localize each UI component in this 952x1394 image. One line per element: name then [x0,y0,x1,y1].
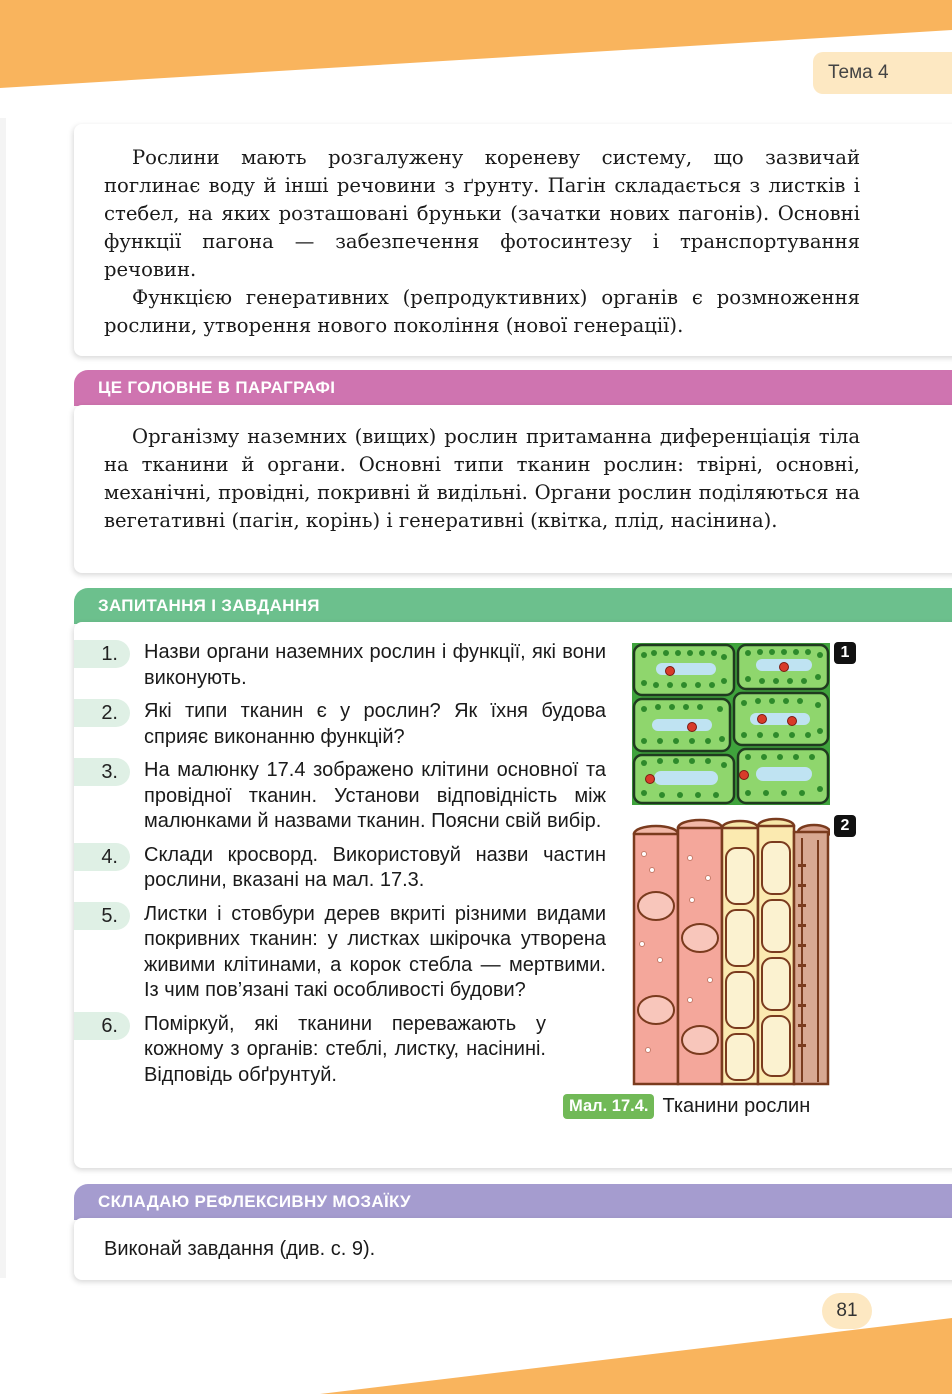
question-item [74,843,614,894]
intro-paragraph-2: Функцією генеративних (репродуктивних) органів є розмноження рослини, утворення нового покоління (нової генерації). [104,286,860,337]
question-number: 2. [74,699,130,727]
question-text: На малюнку 17.4 зображено клітини основної та провідної тканин. Установи відповідність між малюнками й назвами тканин. Поясни свій вибір. [144,759,606,832]
topic-tab: Тема 4 [813,52,952,94]
conductive-tissue-illustration [630,814,830,1086]
figure-caption [563,1094,810,1119]
question-text: Листки і стовбури дерев вкриті різними видами покривних тканин: у листках шкірочка утворена живими клітинами, а корок стебла — мертвими. Із чим пов’язані такі особливості будови? [144,902,606,1001]
page-number: 81 [822,1293,872,1329]
question-item [74,1012,614,1089]
intro-paragraph-1: Рослини мають розгалужену кореневу систему, що зазвичай поглинає воду й інші речовини з ґрунту. Пагін складається з листків і стебел, на яких розташовані бруньки (зачатки нових пагонів). Основні функції пагона — забезпечення фотосинтезу і транспортування речовин. [104,146,860,281]
questions-heading: ЗАПИТАННЯ І ЗАВДАННЯ [74,588,952,624]
summary-text: Організму наземних (вищих) рослин притаманна диференціація тіла на тканини й органи. Основні типи тканин рослин: твірні, основні, механічні, провідні, покривні й видільні. Органи рослин поділяються на вегетативні (пагін, корінь) і генеративні (квітка, плід, насінина). [104,425,860,532]
questions-list [74,640,614,1096]
question-item [74,699,614,750]
question-text: Склади кросворд. Використовуй назви частин рослини, вказані на мал. 17.3. [144,843,606,891]
left-page-rail [0,118,6,1278]
top-decor-band [0,0,952,110]
intro-card [74,124,952,356]
question-item [74,758,614,835]
question-number: 5. [74,902,130,930]
question-number: 3. [74,758,130,786]
question-text: Які типи тканин є у рослин? Як їхня будова сприяє виконанню функцій? [144,700,606,748]
question-text: Назви органи наземних рослин і функції, які вони виконують. [144,641,606,689]
bottom-decor-band [0,1300,952,1394]
reflection-heading: СКЛАДАЮ РЕФЛЕКСИВНУ МОЗАЇКУ [74,1184,952,1220]
figure-caption-label: Мал. 17.4. [563,1094,654,1119]
question-number: 4. [74,843,130,871]
question-number: 6. [74,1012,130,1040]
figure-badge-2: 2 [834,815,856,837]
question-item [74,640,614,691]
question-text: Поміркуй, які тканини переважають у кожному з органів: стеблі, листку, насінині. Відповідь обґрунтуй. [144,1012,546,1086]
reflection-text: Виконай завдання (див. с. 9). [104,1238,376,1260]
summary-card [74,405,952,573]
summary-heading: ЦЕ ГОЛОВНЕ В ПАРАГРАФІ [74,370,952,406]
question-number: 1. [74,640,130,668]
parenchyma-cells-illustration [632,643,830,805]
reflection-card [74,1218,952,1280]
question-item [74,902,614,1004]
figure-badge-1: 1 [834,642,856,664]
figure-caption-text: Тканини рослин [662,1095,811,1117]
